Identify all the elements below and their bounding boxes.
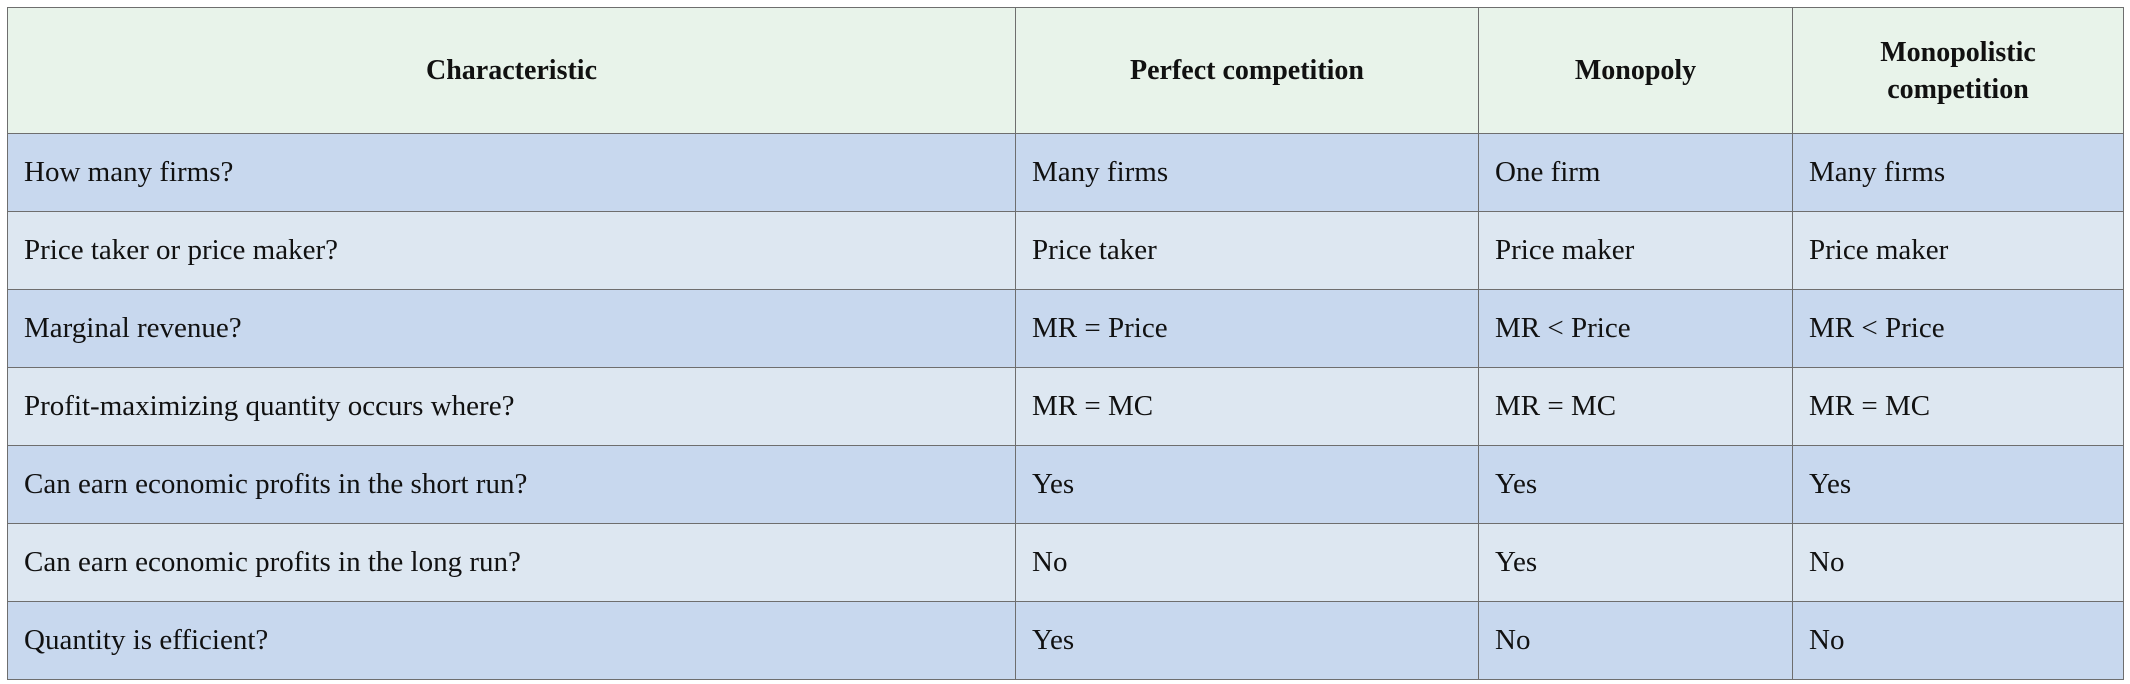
perfect-competition-cell: Yes <box>1016 446 1479 524</box>
perfect-competition-cell: No <box>1016 524 1479 602</box>
table-row <box>8 134 2124 212</box>
table-row <box>8 290 2124 368</box>
characteristic-cell: Can earn economic profits in the short run? <box>8 446 1016 524</box>
characteristic-cell: Profit-maximizing quantity occurs where? <box>8 368 1016 446</box>
table-header <box>8 8 2124 134</box>
monopoly-cell: Yes <box>1479 446 1793 524</box>
header-monopolistic-competition: Monopolistic competition <box>1793 8 2124 134</box>
monopoly-cell: MR < Price <box>1479 290 1793 368</box>
monopolistic-competition-cell: MR < Price <box>1793 290 2124 368</box>
header-monopoly: Monopoly <box>1479 8 1793 134</box>
characteristic-cell: Can earn economic profits in the long run? <box>8 524 1016 602</box>
monopolistic-competition-cell: Many firms <box>1793 134 2124 212</box>
monopolistic-competition-cell: Yes <box>1793 446 2124 524</box>
monopoly-cell: No <box>1479 602 1793 680</box>
monopolistic-competition-cell: No <box>1793 602 2124 680</box>
perfect-competition-cell: MR = Price <box>1016 290 1479 368</box>
header-characteristic: Characteristic <box>8 8 1016 134</box>
table-row <box>8 212 2124 290</box>
header-row <box>8 8 2124 134</box>
table-row <box>8 446 2124 524</box>
monopoly-cell: MR = MC <box>1479 368 1793 446</box>
characteristic-cell: Price taker or price maker? <box>8 212 1016 290</box>
header-perfect-competition: Perfect competition <box>1016 8 1479 134</box>
perfect-competition-cell: Yes <box>1016 602 1479 680</box>
characteristic-cell: How many firms? <box>8 134 1016 212</box>
perfect-competition-cell: Many firms <box>1016 134 1479 212</box>
characteristic-cell: Marginal revenue? <box>8 290 1016 368</box>
monopolistic-competition-cell: No <box>1793 524 2124 602</box>
perfect-competition-cell: Price taker <box>1016 212 1479 290</box>
table-body <box>8 134 2124 680</box>
monopoly-cell: Price maker <box>1479 212 1793 290</box>
characteristic-cell: Quantity is efficient? <box>8 602 1016 680</box>
table-row <box>8 524 2124 602</box>
table-row <box>8 602 2124 680</box>
market-structure-comparison-table <box>7 7 2124 680</box>
monopoly-cell: Yes <box>1479 524 1793 602</box>
monopoly-cell: One firm <box>1479 134 1793 212</box>
table-row <box>8 368 2124 446</box>
perfect-competition-cell: MR = MC <box>1016 368 1479 446</box>
monopolistic-competition-cell: Price maker <box>1793 212 2124 290</box>
monopolistic-competition-cell: MR = MC <box>1793 368 2124 446</box>
